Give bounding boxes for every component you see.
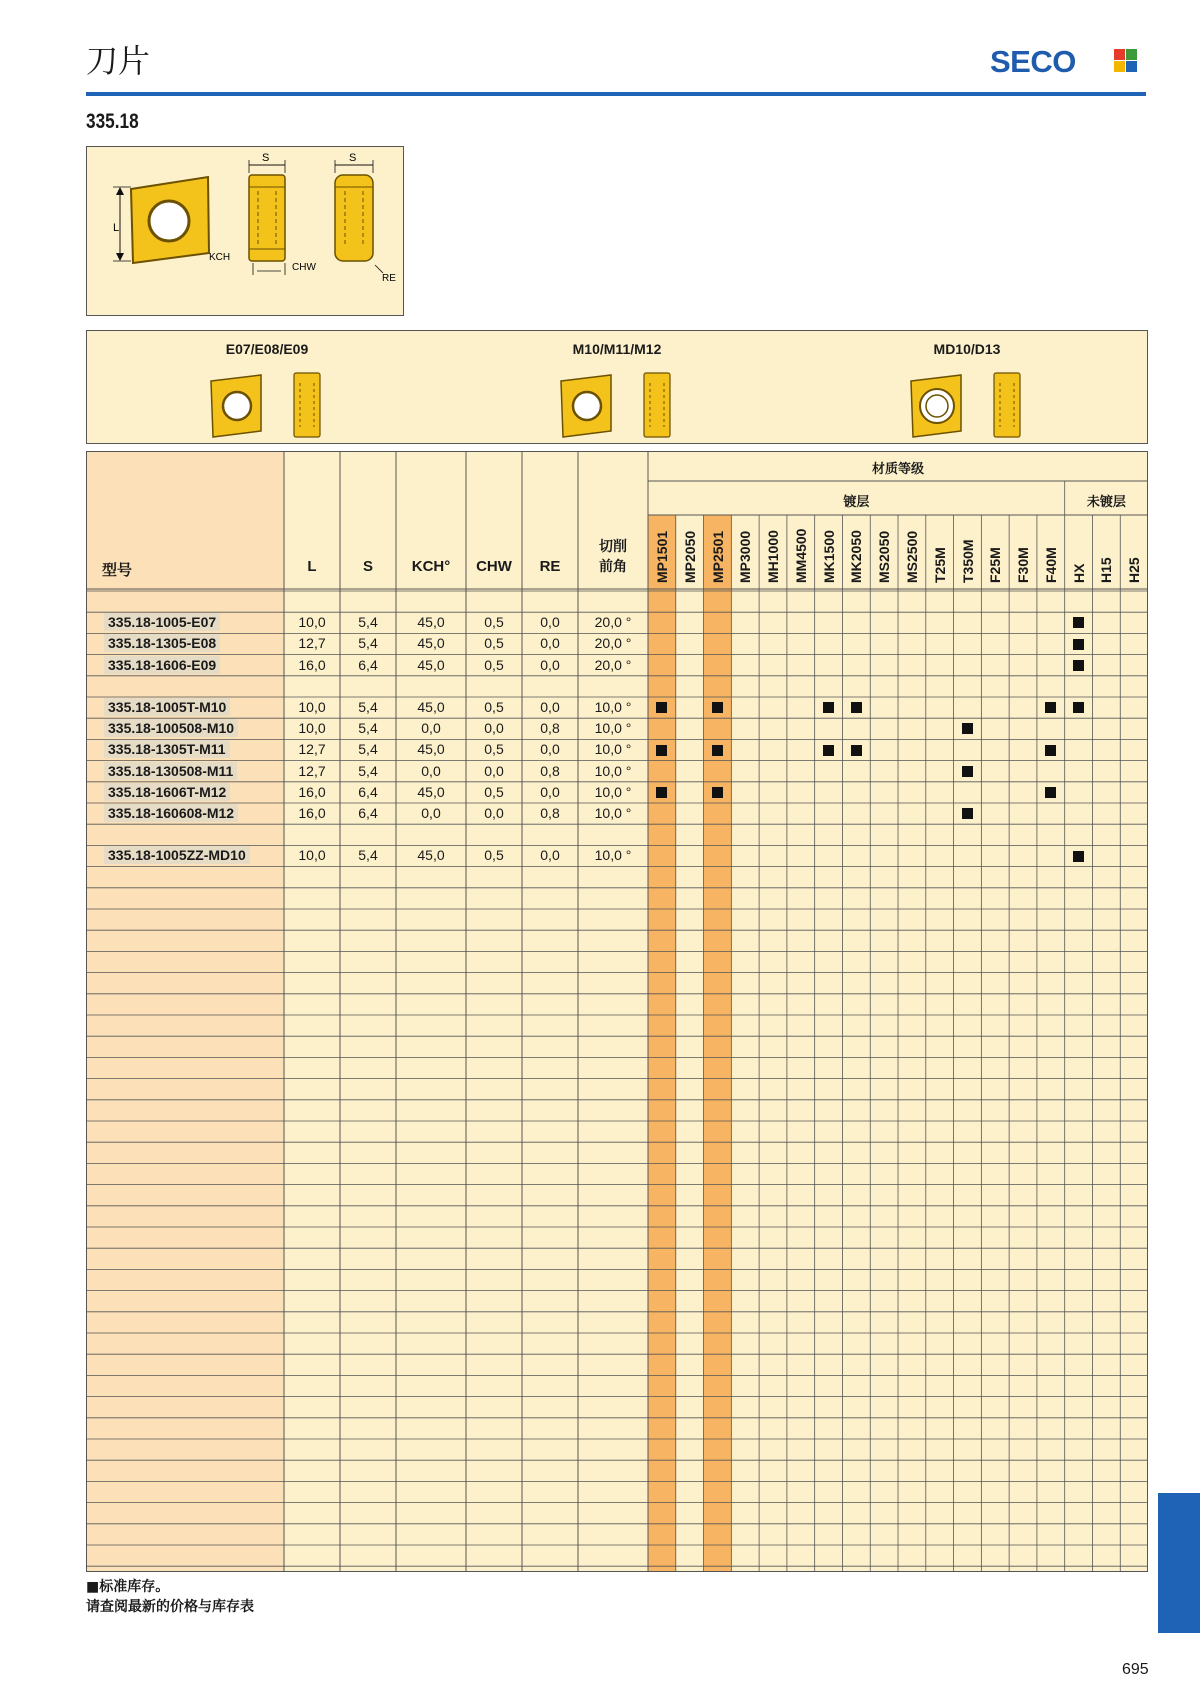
stock-mark [1045, 787, 1056, 798]
table-cell-s: 5,4 [358, 635, 378, 652]
stock-mark [1073, 639, 1084, 650]
page-title: 刀片 [86, 42, 151, 80]
dim-chw-label: CHW [292, 262, 316, 273]
table-row-model: 335.18-1305-E08 [104, 634, 220, 652]
footer-legend [86, 1577, 254, 1617]
grade-header-mm4500: MM4500 [792, 528, 809, 583]
table-cell-rake: 10,0 ° [594, 783, 632, 800]
grade-header-ms2050: MS2050 [876, 530, 893, 583]
dim-s2-label: S [349, 152, 357, 164]
table-cell-chw: 0,0 [484, 805, 504, 821]
table-row-model: 335.18-1606-E09 [104, 656, 220, 674]
grade-header-mk1500: MK1500 [820, 530, 837, 583]
table-row-model: 335.18-130508-M11 [104, 762, 237, 780]
table-cell-l: 10,0 [298, 847, 326, 864]
table-cell-rake: 10,0 ° [594, 805, 632, 821]
table-cell-l: 12,7 [298, 635, 326, 652]
table-cell-chw: 0,5 [484, 614, 504, 631]
uncoated-group-label: 未镀层 [1086, 495, 1126, 510]
stock-mark [712, 702, 723, 713]
table-cell-re: 0,8 [540, 720, 560, 737]
table-cell-re: 0,0 [540, 783, 560, 800]
table-cell-s: 5,4 [358, 699, 378, 715]
grade-header-h25: H25 [1126, 557, 1143, 583]
table-cell-chw: 0,5 [484, 847, 504, 864]
dim-re-label: RE [382, 273, 396, 284]
table-cell-rake: 10,0 ° [594, 762, 632, 779]
stock-mark [962, 808, 973, 819]
page-number: 695 [1122, 1661, 1149, 1678]
table-cell-chw: 0,5 [484, 783, 504, 800]
grade-header-mp1501: MP1501 [654, 530, 670, 583]
table-cell-rake: 10,0 ° [594, 847, 632, 864]
table-cell-kch: 45,0 [417, 635, 445, 652]
table-cell-re: 0,0 [540, 635, 560, 652]
table-cell-s: 6,4 [358, 656, 378, 673]
table-cell-s: 5,4 [358, 720, 378, 737]
stock-mark [823, 745, 834, 756]
stock-mark [851, 702, 862, 713]
table-cell-chw: 0,0 [484, 762, 504, 779]
col-header-re: RE [539, 558, 561, 575]
stock-mark [851, 745, 862, 756]
table-cell-l: 16,0 [298, 656, 326, 673]
grade-header-mp2050: MP2050 [681, 530, 698, 583]
table-cell-kch: 45,0 [417, 656, 445, 673]
grade-header-mp2501: MP2501 [709, 530, 726, 583]
table-cell-re: 0,0 [540, 614, 560, 631]
table-cell-kch: 45,0 [417, 741, 445, 758]
variant-label-m: M10/M11/M12 [572, 341, 662, 357]
col-header-l: L [307, 558, 317, 575]
table-cell-kch: 0,0 [421, 805, 441, 821]
col-header-rake: 切削 前角 [599, 539, 627, 575]
table-cell-kch: 0,0 [421, 720, 441, 737]
table-cell-re: 0,0 [540, 741, 560, 758]
table-cell-rake: 10,0 ° [594, 741, 632, 758]
table-row-model: 335.18-1005T-M10 [104, 698, 230, 716]
stock-mark [656, 702, 667, 713]
table-cell-rake: 20,0 ° [594, 614, 632, 631]
grade-header-mh1000: MH1000 [765, 530, 782, 583]
grade-header-mk2050: MK2050 [848, 530, 865, 583]
table-cell-rake: 20,0 ° [594, 635, 632, 652]
dim-kch-label: KCH [209, 252, 231, 263]
stock-mark [1045, 702, 1056, 713]
table-cell-chw: 0,0 [484, 720, 504, 737]
grades-title: 材质等级 [871, 462, 924, 477]
insert-geometry-drawing [87, 147, 405, 317]
table-row-model: 335.18-160608-M12 [104, 804, 238, 822]
series-title: 335.18 [86, 110, 139, 133]
dim-l-label: L [113, 222, 120, 234]
table-cell-kch: 45,0 [417, 614, 445, 631]
grade-header-f25m: F25M [987, 547, 1004, 583]
table-cell-re: 0,0 [540, 847, 560, 864]
table-cell-kch: 45,0 [417, 699, 445, 715]
stock-mark [1073, 851, 1084, 862]
table-cell-l: 10,0 [298, 699, 326, 715]
stock-mark [1073, 617, 1084, 628]
stock-mark [823, 702, 834, 713]
table-cell-l: 10,0 [298, 720, 326, 737]
table-row-model: 335.18-100508-M10 [104, 719, 238, 737]
table-cell-l: 16,0 [298, 783, 326, 800]
table-row-model: 335.18-1305T-M11 [104, 740, 230, 758]
grade-header-h15: H15 [1098, 557, 1115, 583]
grade-header-hx: HX [1070, 563, 1087, 583]
table-row-model: 335.18-1606T-M12 [104, 783, 230, 801]
table-cell-l: 12,7 [298, 762, 326, 779]
table-cell-s: 6,4 [358, 805, 378, 821]
grade-header-f30m: F30M [1015, 547, 1032, 583]
table-cell-s: 6,4 [358, 783, 378, 800]
table-cell-l: 10,0 [298, 614, 326, 631]
col-header-kch: KCH° [411, 558, 451, 575]
insert-spec-table [86, 451, 1148, 1572]
table-cell-s: 5,4 [358, 762, 378, 779]
stock-mark [962, 723, 973, 734]
table-cell-re: 0,8 [540, 762, 560, 779]
stock-mark [712, 745, 723, 756]
coated-group-label: 镀层 [843, 495, 870, 510]
table-cell-rake: 10,0 ° [594, 699, 632, 715]
table-row-model: 335.18-1005ZZ-MD10 [104, 846, 250, 864]
dim-s-label: S [262, 152, 270, 164]
legend-standard-stock: ■标准库存。 [86, 1579, 170, 1595]
table-cell-chw: 0,5 [484, 741, 504, 758]
stock-mark [1045, 745, 1056, 756]
table-cell-re: 0,0 [540, 656, 560, 673]
grade-header-f40m: F40M [1042, 547, 1059, 583]
table-cell-chw: 0,5 [484, 635, 504, 652]
insert-geometry-diagram [86, 146, 404, 316]
brand-name: SECO [990, 44, 1076, 79]
grade-header-t350m: T350M [959, 539, 976, 583]
stock-mark [1073, 702, 1084, 713]
grade-header-ms2500: MS2500 [904, 530, 921, 583]
legend-price-note: 请查阅最新的价格与库存表 [86, 1599, 254, 1615]
table-cell-chw: 0,5 [484, 656, 504, 673]
table-cell-rake: 10,0 ° [594, 720, 632, 737]
table-cell-s: 5,4 [358, 741, 378, 758]
table-cell-chw: 0,5 [484, 699, 504, 715]
table-cell-kch: 0,0 [421, 762, 441, 779]
table-cell-s: 5,4 [358, 847, 378, 864]
grade-header-mp3000: MP3000 [737, 530, 754, 583]
insert-variants-panel [86, 330, 1148, 444]
stock-mark [1073, 660, 1084, 671]
variant-label-e: E07/E08/E09 [225, 341, 309, 357]
stock-mark [656, 787, 667, 798]
table-content [86, 451, 1148, 1572]
table-cell-re: 0,0 [540, 699, 560, 715]
col-header-chw: CHW [476, 558, 512, 575]
table-cell-rake: 20,0 ° [594, 656, 632, 673]
seco-logo [990, 45, 1144, 79]
col-header-model: 型号 [102, 561, 133, 579]
table-cell-s: 5,4 [358, 614, 378, 631]
table-cell-l: 16,0 [298, 805, 326, 821]
section-tab [1158, 1493, 1200, 1633]
table-cell-kch: 45,0 [417, 847, 445, 864]
table-cell-kch: 45,0 [417, 783, 445, 800]
table-cell-re: 0,8 [540, 805, 560, 821]
table-row-model: 335.18-1005-E07 [104, 613, 220, 631]
stock-mark [962, 766, 973, 777]
header-rule [86, 92, 1146, 96]
table-cell-l: 12,7 [298, 741, 326, 758]
stock-mark [656, 745, 667, 756]
grade-header-t25m: T25M [931, 547, 948, 583]
variant-label-md: MD10/D13 [933, 341, 1001, 357]
col-header-s: S [362, 558, 373, 575]
stock-mark [712, 787, 723, 798]
